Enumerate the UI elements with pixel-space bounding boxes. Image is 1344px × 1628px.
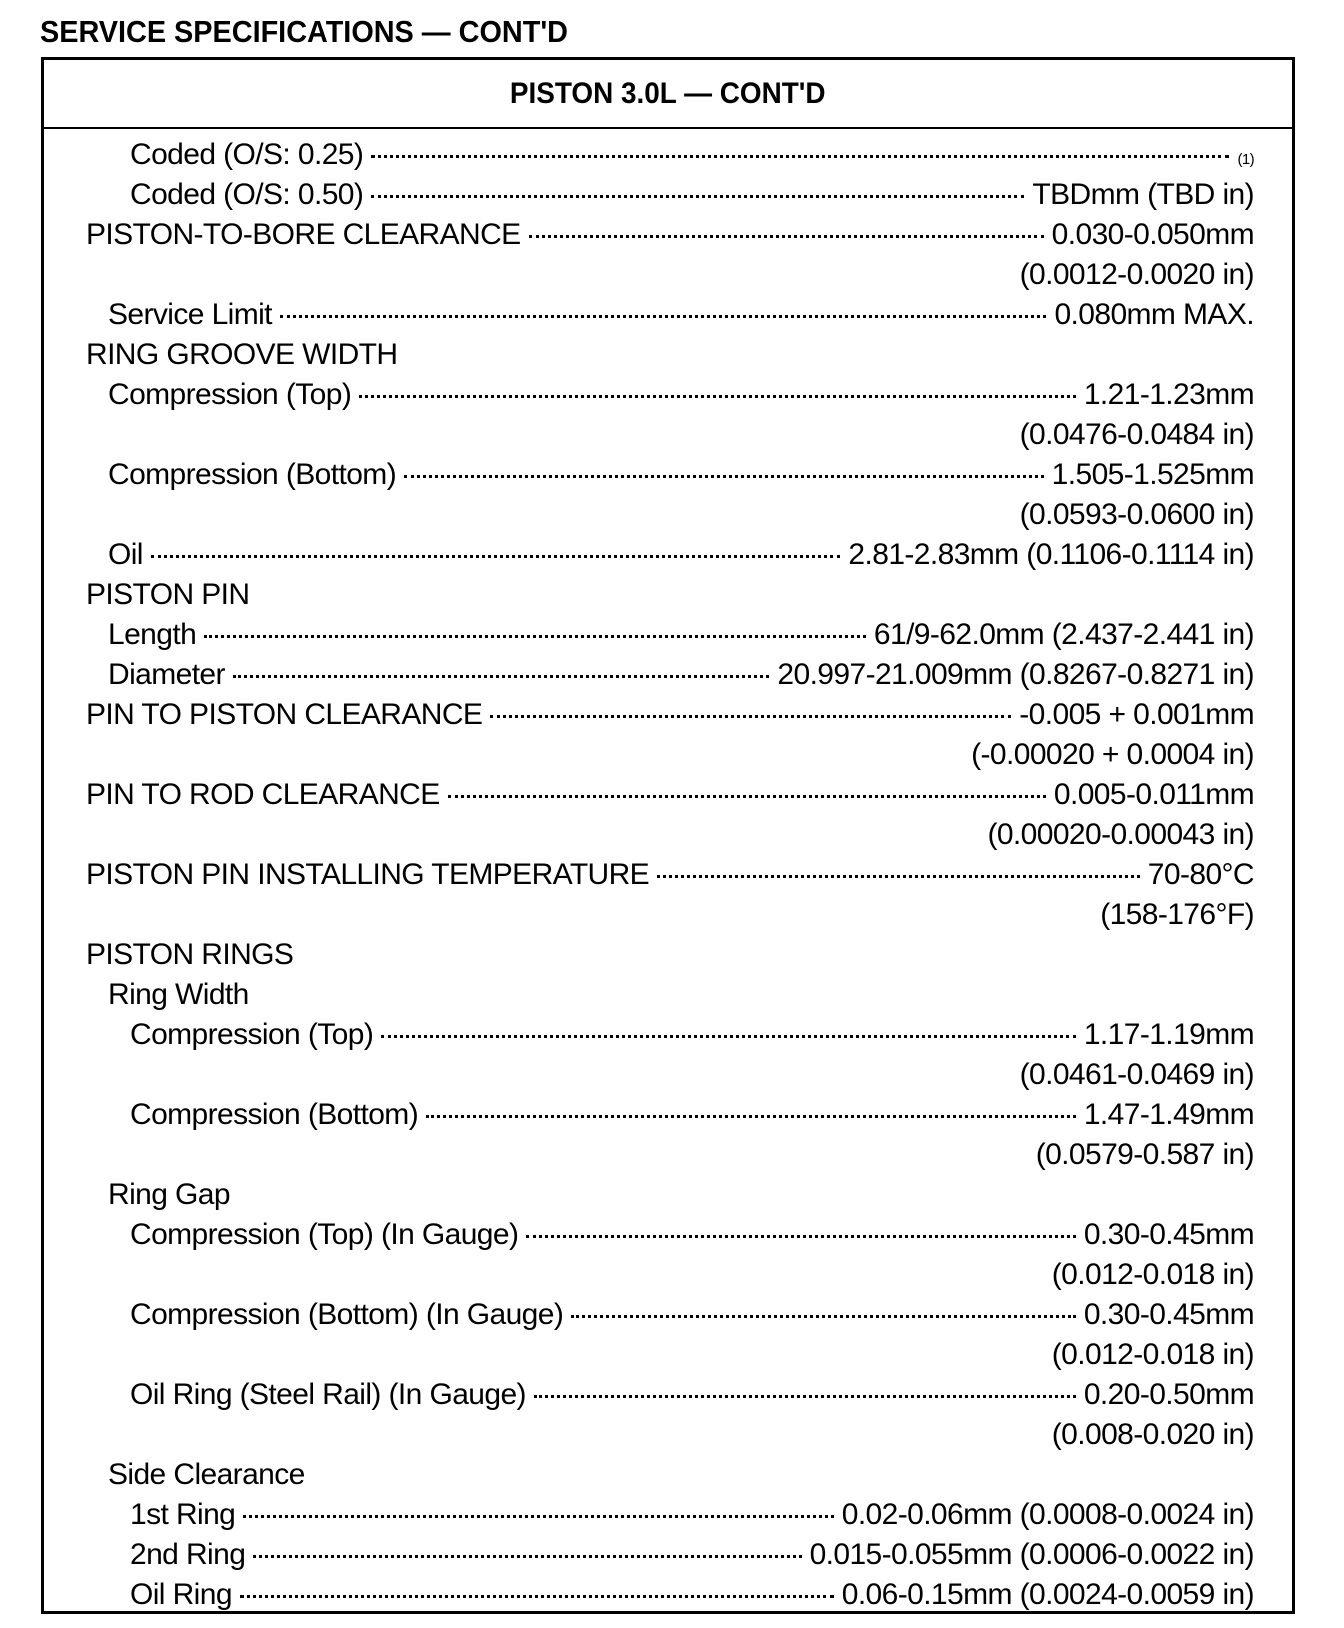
spec-label: Compression (Bottom) xyxy=(130,1098,419,1131)
spec-row xyxy=(44,1335,1292,1375)
spec-label: Ring Gap xyxy=(108,1178,230,1211)
spec-value: 0.005-0.011mm xyxy=(1053,778,1254,811)
spec-value: -0.005 + 0.001mm xyxy=(1019,698,1254,731)
dot-leader xyxy=(371,195,1024,198)
spec-label: Oil xyxy=(108,538,143,571)
spec-label: Side Clearance xyxy=(108,1458,305,1491)
spec-label: Coded (O/S: 0.50) xyxy=(130,178,364,211)
spec-label: Length xyxy=(108,618,197,651)
spec-label: Diameter xyxy=(108,658,225,691)
spec-row xyxy=(44,175,1292,215)
spec-label: PISTON-TO-BORE CLEARANCE xyxy=(86,218,521,251)
spec-label: Oil Ring xyxy=(130,1578,232,1611)
spec-value: 0.080mm MAX. xyxy=(1054,298,1254,331)
spec-row xyxy=(44,1295,1292,1335)
spec-label: Compression (Top) xyxy=(108,378,352,411)
spec-value: 1.21-1.23mm xyxy=(1083,378,1254,411)
spec-label: PIN TO PISTON CLEARANCE xyxy=(86,698,483,731)
spec-row xyxy=(44,135,1292,175)
dot-leader xyxy=(534,1395,1076,1398)
dot-leader xyxy=(529,235,1044,238)
dot-leader xyxy=(381,1035,1076,1038)
spec-label: PISTON RINGS xyxy=(86,938,294,971)
dot-leader xyxy=(240,1595,834,1598)
spec-value: (0.008-0.020 in) xyxy=(1051,1418,1254,1451)
dot-leader xyxy=(253,1555,801,1558)
dot-leader xyxy=(243,1515,833,1518)
spec-row xyxy=(44,375,1292,415)
dot-leader xyxy=(280,315,1047,318)
spec-row xyxy=(44,1415,1292,1455)
spec-value: 0.015-0.055mm (0.0006-0.0022 in) xyxy=(809,1538,1254,1571)
spec-value: 0.30-0.45mm xyxy=(1083,1298,1254,1331)
spec-label: Oil Ring (Steel Rail) (In Gauge) xyxy=(130,1378,526,1411)
spec-label: Compression (Bottom) (In Gauge) xyxy=(130,1298,564,1331)
spec-row xyxy=(44,895,1292,935)
spec-value: 70-80°C xyxy=(1147,858,1254,891)
dot-leader xyxy=(448,795,1046,798)
spec-value: (158-176°F) xyxy=(1100,898,1254,931)
spec-row xyxy=(44,1015,1292,1055)
spec-rows xyxy=(44,129,1292,1615)
spec-value: (0.0461-0.0469 in) xyxy=(1019,1058,1254,1091)
spec-row xyxy=(44,695,1292,735)
spec-row xyxy=(44,415,1292,455)
spec-value: 1.505-1.525mm xyxy=(1051,458,1254,491)
spec-row xyxy=(44,975,1292,1015)
spec-value: 0.02-0.06mm (0.0008-0.0024 in) xyxy=(841,1498,1254,1531)
spec-label: PIN TO ROD CLEARANCE xyxy=(86,778,440,811)
spec-row xyxy=(44,535,1292,575)
spec-label: 2nd Ring xyxy=(130,1538,246,1571)
spec-value: (0.012-0.018 in) xyxy=(1051,1338,1254,1371)
spec-row xyxy=(44,495,1292,535)
spec-value: (0.0593-0.0600 in) xyxy=(1019,498,1254,531)
spec-value: 2.81-2.83mm (0.1106-0.1114 in) xyxy=(848,538,1254,571)
spec-row xyxy=(44,615,1292,655)
dot-leader xyxy=(571,1315,1076,1318)
dot-leader xyxy=(657,875,1140,878)
spec-label: Ring Width xyxy=(108,978,249,1011)
spec-row xyxy=(44,215,1292,255)
spec-row xyxy=(44,935,1292,975)
spec-row xyxy=(44,455,1292,495)
table-title-text: PISTON 3.0L — CONT'D xyxy=(510,76,826,110)
spec-value: (0.0579-0.587 in) xyxy=(1035,1138,1254,1171)
spec-row xyxy=(44,1255,1292,1295)
spec-row xyxy=(44,655,1292,695)
spec-table xyxy=(41,57,1295,1614)
spec-value: 0.06-0.15mm (0.0024-0.0059 in) xyxy=(841,1578,1254,1611)
dot-leader xyxy=(359,395,1076,398)
spec-row xyxy=(44,1575,1292,1615)
spec-value: TBDmm (TBD in) xyxy=(1032,178,1254,211)
spec-value: (-0.00020 + 0.0004 in) xyxy=(971,738,1254,771)
spec-row xyxy=(44,1375,1292,1415)
spec-row xyxy=(44,855,1292,895)
dot-leader xyxy=(371,155,1229,158)
spec-row xyxy=(44,575,1292,615)
table-title xyxy=(44,60,1292,129)
spec-label: Compression (Top) (In Gauge) xyxy=(130,1218,519,1251)
spec-row xyxy=(44,1135,1292,1175)
spec-value: (1) xyxy=(1237,151,1254,168)
spec-value: 1.17-1.19mm xyxy=(1083,1018,1254,1051)
spec-label: PISTON PIN xyxy=(86,578,250,611)
spec-label: Coded (O/S: 0.25) xyxy=(130,138,364,171)
spec-value: 1.47-1.49mm xyxy=(1083,1098,1254,1131)
spec-label: RING GROOVE WIDTH xyxy=(86,338,398,371)
spec-label: 1st Ring xyxy=(130,1498,236,1531)
spec-label: Compression (Bottom) xyxy=(108,458,397,491)
spec-label: PISTON PIN INSTALLING TEMPERATURE xyxy=(86,858,650,891)
spec-value: 0.30-0.45mm xyxy=(1083,1218,1254,1251)
dot-leader xyxy=(490,715,1011,718)
dot-leader xyxy=(426,1115,1076,1118)
spec-label: Service Limit xyxy=(108,298,272,331)
spec-row xyxy=(44,1055,1292,1095)
spec-value: 0.20-0.50mm xyxy=(1083,1378,1254,1411)
spec-row xyxy=(44,1495,1292,1535)
dot-leader xyxy=(204,635,866,638)
spec-value: (0.0476-0.0484 in) xyxy=(1019,418,1254,451)
spec-row xyxy=(44,295,1292,335)
spec-value: (0.012-0.018 in) xyxy=(1051,1258,1254,1291)
dot-leader xyxy=(526,1235,1075,1238)
page-heading: SERVICE SPECIFICATIONS — CONT'D xyxy=(40,14,568,49)
spec-row xyxy=(44,1095,1292,1135)
spec-row xyxy=(44,1215,1292,1255)
spec-row xyxy=(44,255,1292,295)
spec-label: Compression (Top) xyxy=(130,1018,374,1051)
spec-row xyxy=(44,1535,1292,1575)
spec-row xyxy=(44,815,1292,855)
spec-value: 61/9-62.0mm (2.437-2.441 in) xyxy=(873,618,1254,651)
spec-value: 0.030-0.050mm xyxy=(1051,218,1254,251)
spec-row xyxy=(44,735,1292,775)
dot-leader xyxy=(233,675,770,678)
spec-value: 20.997-21.009mm (0.8267-0.8271 in) xyxy=(777,658,1254,691)
spec-value: (0.0012-0.0020 in) xyxy=(1019,258,1254,291)
spec-row xyxy=(44,335,1292,375)
dot-leader xyxy=(404,475,1044,478)
spec-row xyxy=(44,775,1292,815)
spec-row xyxy=(44,1455,1292,1495)
dot-leader xyxy=(151,555,841,558)
spec-row xyxy=(44,1175,1292,1215)
spec-value: (0.00020-0.00043 in) xyxy=(987,818,1254,851)
